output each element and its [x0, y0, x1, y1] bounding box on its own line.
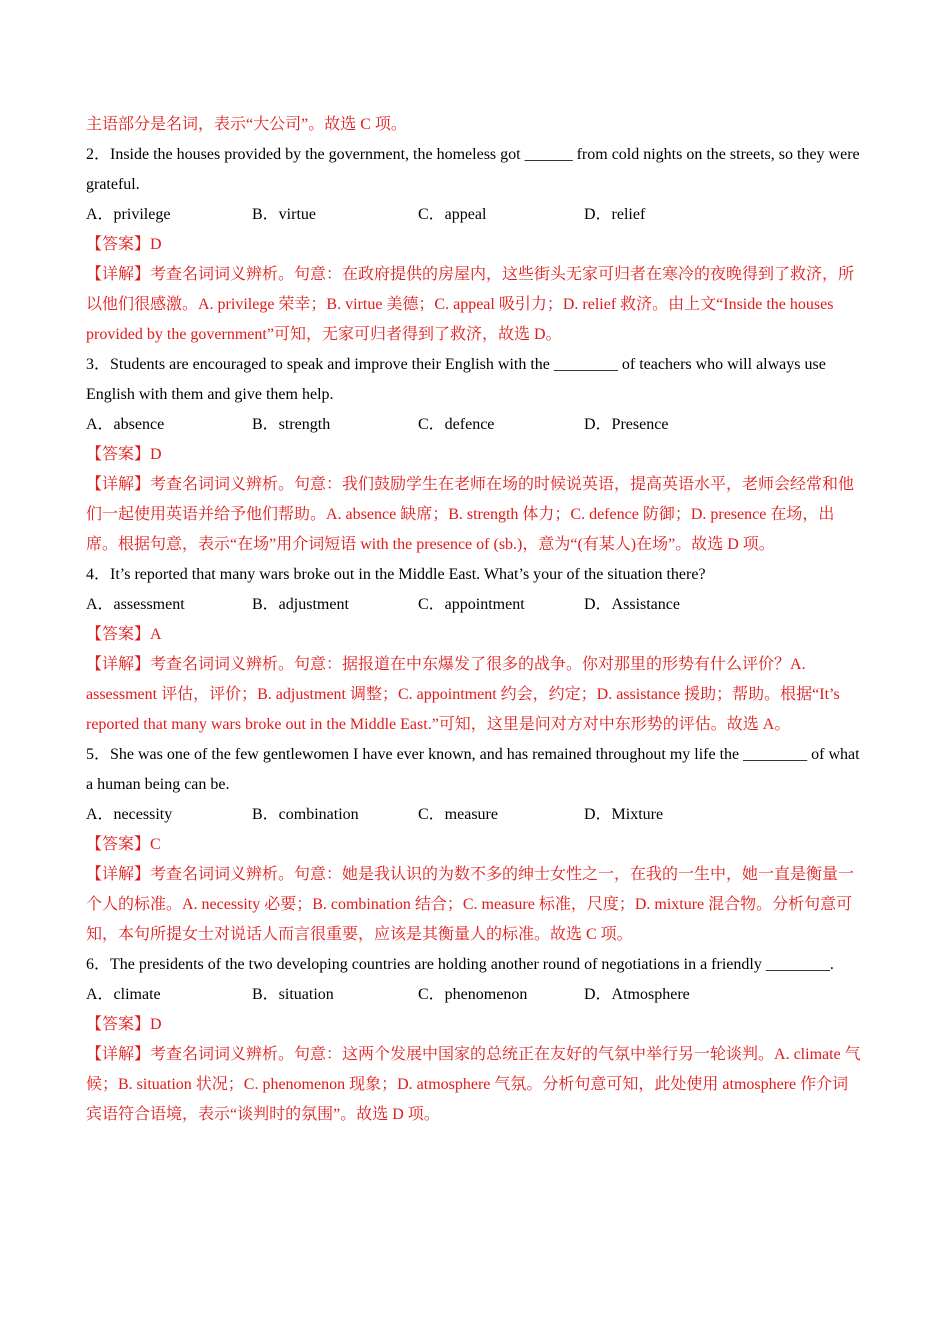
explanation [86, 260, 862, 350]
option-b: B．virtue [252, 206, 316, 223]
answer-label: 【答案】 [86, 626, 151, 643]
option-a: A．absence [86, 416, 165, 433]
options-row [86, 410, 862, 440]
answer-label: 【答案】 [86, 236, 151, 253]
answer-value: D [150, 1016, 162, 1033]
previous-explanation-tail: 主语部分是名词，表示“大公司”。故选 C 项。 [86, 116, 407, 133]
explanation-label: 【详解】 [86, 656, 151, 673]
option-d: D．Mixture [584, 806, 664, 823]
option-d: D．Assistance [584, 596, 680, 613]
option-b: B．situation [252, 986, 334, 1003]
question-stem: 4．It’s reported that many wars broke out in the Middle East. What’s your of the situation there? [86, 566, 706, 583]
option-b: B．strength [252, 416, 331, 433]
option-c: C．appeal [418, 206, 487, 223]
option-a: A．necessity [86, 806, 173, 823]
option-d: D．Atmosphere [584, 986, 690, 1003]
option-a: A．privilege [86, 206, 171, 223]
question-3 [86, 350, 862, 560]
options-row [86, 800, 862, 830]
option-a: A．assessment [86, 596, 185, 613]
answer-line [86, 620, 862, 650]
explanation-label: 【详解】 [86, 866, 151, 883]
option-c: C．appointment [418, 596, 525, 613]
option-c: C．phenomenon [418, 986, 528, 1003]
question-stem: 5．She was one of the few gentlewomen I have ever known, and has remained throughout my life the ________ of what a human being can be. [86, 746, 860, 793]
question-4 [86, 560, 862, 740]
option-d: D．Presence [584, 416, 669, 433]
question-stem: 3．Students are encouraged to speak and improve their English with the ________ of teachers who will always use English with them and give them help. [86, 356, 826, 403]
option-b: B．combination [252, 806, 359, 823]
explanation-text: 考查名词词义辨析。句意：在政府提供的房屋内，这些街头无家可归者在寒冷的夜晚得到了救济，所以他们很感激。A. privilege 荣幸；B. virtue 美德；C. appeal 吸引力；D. relief 救济。由上文“Inside the houses provided by the government”可知，无家可归者得到了救济，故选 D。 [86, 266, 855, 343]
question-6 [86, 950, 862, 1130]
explanation-text: 考查名词词义辨析。句意：我们鼓励学生在老师在场的时候说英语，提高英语水平，老师会经常和他们一起使用英语并给予他们帮助。A. absence 缺席；B. strength 体力；C. defence 防御；D. presence 在场，出席。根据句意，表示“在场”用介词短语 with the presence of (sb.)，意为“(有某人)在场”。故选 D 项。 [86, 476, 855, 553]
explanation-label: 【详解】 [86, 266, 151, 283]
options-row [86, 980, 862, 1010]
explanation [86, 470, 862, 560]
answer-line [86, 230, 862, 260]
explanation [86, 860, 862, 950]
answer-value: C [150, 836, 161, 853]
answer-line [86, 830, 862, 860]
options-row [86, 590, 862, 620]
option-c: C．defence [418, 416, 495, 433]
question-5 [86, 740, 862, 950]
explanation-text: 考查名词词义辨析。句意：据报道在中东爆发了很多的战争。你对那里的形势有什么评价？A. assessment 评估，评价；B. adjustment 调整；C. appointment 约会，约定；D. assistance 援助；帮助。根据“It’s reported that many wars broke out in the Middle East.”可知，这里是问对方对中东形势的评估。故选 A。 [86, 656, 840, 733]
option-b: B．adjustment [252, 596, 349, 613]
explanation-text: 考查名词词义辨析。句意：这两个发展中国家的总统正在友好的气氛中举行另一轮谈判。A. climate 气候；B. situation 状况；C. phenomenon 现象；D. atmosphere 气氛。分析句意可知，此处使用 atmosphere 作介词宾语符合语境，表示“谈判时的氛围”。故选 D 项。 [86, 1046, 861, 1123]
explanation [86, 650, 862, 740]
option-a: A．climate [86, 986, 161, 1003]
option-c: C．measure [418, 806, 498, 823]
explanation-label: 【详解】 [86, 1046, 151, 1063]
question-2 [86, 140, 862, 350]
document-page [86, 110, 862, 1130]
explanation-label: 【详解】 [86, 476, 151, 493]
answer-label: 【答案】 [86, 1016, 151, 1033]
explanation [86, 1040, 862, 1130]
explanation-text: 考查名词词义辨析。句意：她是我认识的为数不多的绅士女性之一，在我的一生中，她一直是衡量一个人的标准。A. necessity 必要；B. combination 结合；C. measure 标准，尺度；D. mixture 混合物。分析句意可知，本句所提女士对说话人而言很重要，应该是其衡量人的标准。故选 C 项。 [86, 866, 855, 943]
answer-value: D [150, 236, 162, 253]
question-stem: 2．Inside the houses provided by the government, the homeless got ______ from cold nights on the streets, so they were grateful. [86, 146, 860, 193]
answer-label: 【答案】 [86, 836, 151, 853]
answer-value: A [150, 626, 162, 643]
options-row [86, 200, 862, 230]
answer-line [86, 1010, 862, 1040]
answer-line [86, 440, 862, 470]
option-d: D．relief [584, 206, 646, 223]
answer-label: 【答案】 [86, 446, 151, 463]
question-stem: 6．The presidents of the two developing countries are holding another round of negotiations in a friendly ________. [86, 956, 834, 973]
answer-value: D [150, 446, 162, 463]
